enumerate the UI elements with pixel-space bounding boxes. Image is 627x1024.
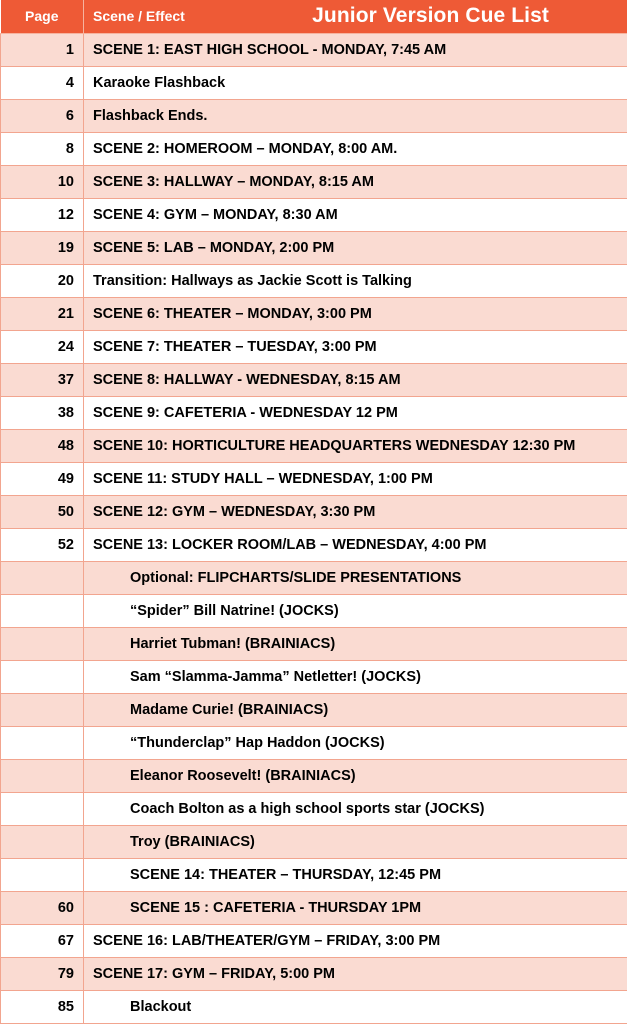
page-number-cell: 79 (1, 957, 84, 990)
page-number-cell (1, 792, 84, 825)
scene-effect-label: Scene / Effect (93, 8, 185, 25)
page-number-cell (1, 825, 84, 858)
table-row (1, 462, 627, 495)
scene-effect-cell: SCENE 3: HALLWAY – MONDAY, 8:15 AM (84, 165, 627, 198)
cue-list-title: Junior Version Cue List (312, 4, 549, 28)
page-number-cell (1, 693, 84, 726)
table-row (1, 990, 627, 1023)
table-row (1, 264, 627, 297)
scene-effect-cell: SCENE 7: THEATER – TUESDAY, 3:00 PM (84, 330, 627, 363)
table-row (1, 825, 627, 858)
table-row (1, 528, 627, 561)
table-row (1, 858, 627, 891)
page-number-cell: 60 (1, 891, 84, 924)
page-number-cell (1, 594, 84, 627)
table-row (1, 924, 627, 957)
page-number-cell: 48 (1, 429, 84, 462)
page-number-cell: 38 (1, 396, 84, 429)
table-row (1, 759, 627, 792)
scene-effect-cell: SCENE 9: CAFETERIA - WEDNESDAY 12 PM (84, 396, 627, 429)
scene-effect-cell: “Thunderclap” Hap Haddon (JOCKS) (84, 726, 627, 759)
page-number-cell (1, 726, 84, 759)
scene-effect-cell: Sam “Slamma-Jamma” Netletter! (JOCKS) (84, 660, 627, 693)
scene-effect-cell: Transition: Hallways as Jackie Scott is Talking (84, 264, 627, 297)
page-number-cell: 19 (1, 231, 84, 264)
page-number-cell: 10 (1, 165, 84, 198)
table-row (1, 99, 627, 132)
scene-effect-cell: SCENE 12: GYM – WEDNESDAY, 3:30 PM (84, 495, 627, 528)
table-row (1, 231, 627, 264)
table-row (1, 693, 627, 726)
page-number-cell (1, 660, 84, 693)
scene-effect-cell: SCENE 5: LAB – MONDAY, 2:00 PM (84, 231, 627, 264)
scene-effect-cell: SCENE 14: THEATER – THURSDAY, 12:45 PM (84, 858, 627, 891)
scene-column-header (84, 0, 627, 33)
scene-effect-cell: SCENE 13: LOCKER ROOM/LAB – WEDNESDAY, 4:00 PM (84, 528, 627, 561)
page-number-cell: 85 (1, 990, 84, 1023)
page-number-cell: 4 (1, 66, 84, 99)
page-number-cell (1, 627, 84, 660)
header-row (1, 0, 627, 33)
page-number-cell: 49 (1, 462, 84, 495)
table-row (1, 660, 627, 693)
table-row (1, 726, 627, 759)
page-number-cell: 67 (1, 924, 84, 957)
scene-effect-cell: SCENE 6: THEATER – MONDAY, 3:00 PM (84, 297, 627, 330)
page-number-cell: 1 (1, 33, 84, 66)
table-row (1, 429, 627, 462)
table-row (1, 363, 627, 396)
table-row (1, 891, 627, 924)
page-column-header: Page (1, 0, 84, 33)
scene-effect-cell: “Spider” Bill Natrine! (JOCKS) (84, 594, 627, 627)
page-number-cell: 52 (1, 528, 84, 561)
table-row (1, 792, 627, 825)
cue-rows (1, 33, 627, 1024)
page-number-cell (1, 759, 84, 792)
table-row (1, 495, 627, 528)
table-row (1, 66, 627, 99)
scene-effect-cell: SCENE 1: EAST HIGH SCHOOL - MONDAY, 7:45 AM (84, 33, 627, 66)
page-number-cell (1, 858, 84, 891)
page-number-cell: 37 (1, 363, 84, 396)
scene-effect-cell: SCENE 8: HALLWAY - WEDNESDAY, 8:15 AM (84, 363, 627, 396)
scene-effect-cell: SCENE 2: HOMEROOM – MONDAY, 8:00 AM. (84, 132, 627, 165)
scene-effect-cell: SCENE 4: GYM – MONDAY, 8:30 AM (84, 198, 627, 231)
table-row (1, 33, 627, 66)
scene-effect-cell: Harriet Tubman! (BRAINIACS) (84, 627, 627, 660)
table-row (1, 165, 627, 198)
scene-effect-cell: Coach Bolton as a high school sports star (JOCKS) (84, 792, 627, 825)
scene-effect-cell: SCENE 10: HORTICULTURE HEADQUARTERS WEDNESDAY 12:30 PM (84, 429, 627, 462)
table-row (1, 396, 627, 429)
table-row (1, 594, 627, 627)
page-number-cell: 8 (1, 132, 84, 165)
table-row (1, 561, 627, 594)
scene-effect-cell: SCENE 16: LAB/THEATER/GYM – FRIDAY, 3:00 PM (84, 924, 627, 957)
page-number-cell: 6 (1, 99, 84, 132)
scene-effect-cell: SCENE 15 : CAFETERIA - THURSDAY 1PM (84, 891, 627, 924)
scene-effect-cell: Blackout (84, 990, 627, 1023)
table-row (1, 198, 627, 231)
scene-effect-cell: Karaoke Flashback (84, 66, 627, 99)
page-number-cell: 21 (1, 297, 84, 330)
page-number-cell: 12 (1, 198, 84, 231)
page-number-cell: 20 (1, 264, 84, 297)
table-row (1, 957, 627, 990)
table-row (1, 297, 627, 330)
scene-effect-cell: SCENE 11: STUDY HALL – WEDNESDAY, 1:00 PM (84, 462, 627, 495)
table-row (1, 627, 627, 660)
scene-effect-cell: Troy (BRAINIACS) (84, 825, 627, 858)
table-row (1, 132, 627, 165)
page-number-cell: 50 (1, 495, 84, 528)
scene-effect-cell: Eleanor Roosevelt! (BRAINIACS) (84, 759, 627, 792)
scene-effect-cell: Optional: FLIPCHARTS/SLIDE PRESENTATIONS (84, 561, 627, 594)
table-row (1, 330, 627, 363)
page-number-cell: 24 (1, 330, 84, 363)
scene-effect-cell: Madame Curie! (BRAINIACS) (84, 693, 627, 726)
scene-effect-cell: Flashback Ends. (84, 99, 627, 132)
scene-effect-cell: SCENE 17: GYM – FRIDAY, 5:00 PM (84, 957, 627, 990)
page-number-cell (1, 561, 84, 594)
